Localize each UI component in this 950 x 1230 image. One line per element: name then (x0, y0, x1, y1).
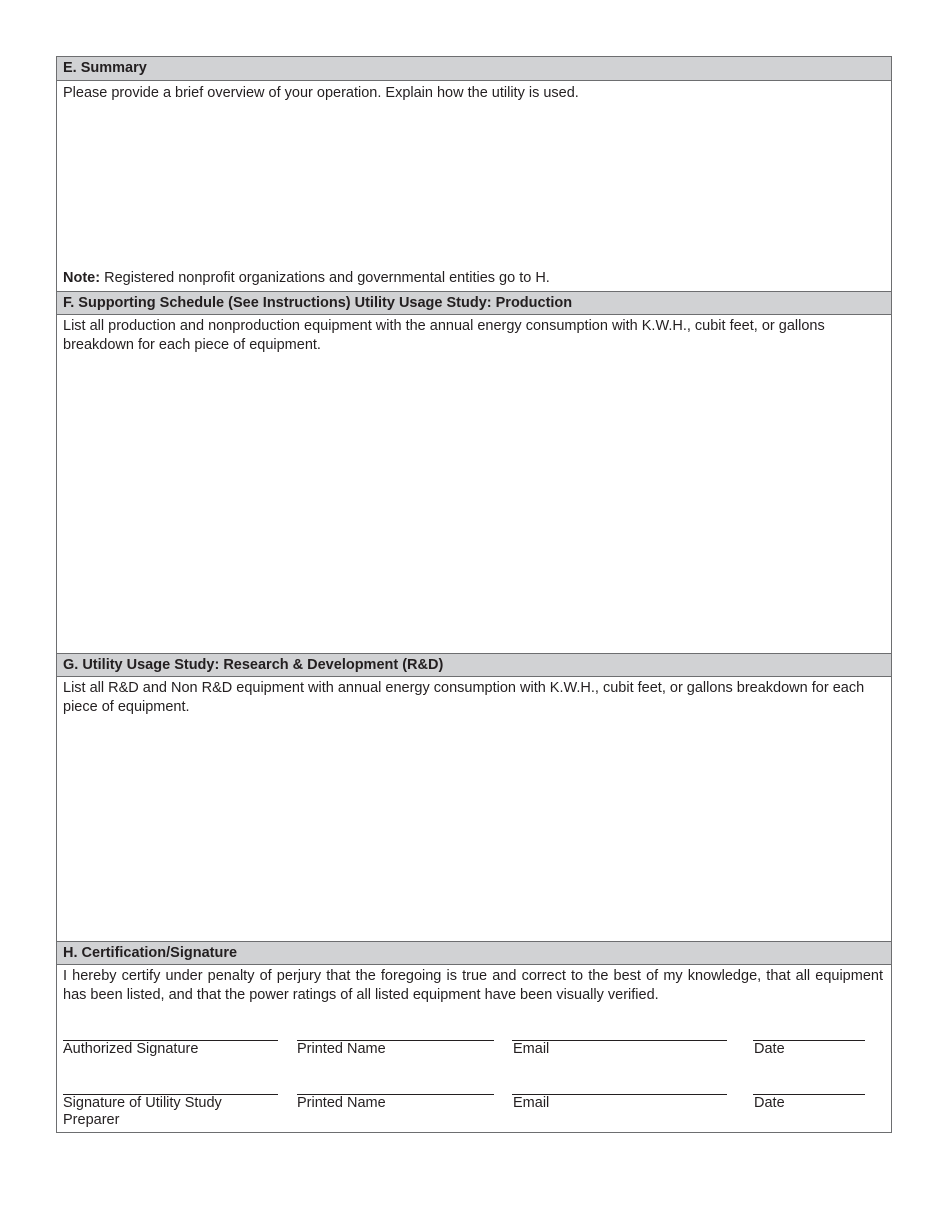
section-g-header: G. Utility Usage Study: Research & Development (R&D) (57, 653, 891, 677)
section-e-prompt: Please provide a brief overview of your operation. Explain how the utility is used. (63, 85, 579, 101)
email-label-2: Email (513, 1095, 550, 1111)
section-e-note (63, 269, 883, 288)
section-e-header: E. Summary (57, 57, 891, 81)
section-f-prompt: List all production and nonproduction equipment with the annual energy consumption with K.W.H., cubit feet, or gallons breakdown for each piece of equipment. (63, 318, 825, 353)
section-g-prompt: List all R&D and Non R&D equipment with annual energy consumption with K.W.H., cubit feet, or gallons breakdown for each piece of equipment. (63, 680, 865, 715)
preparer-signature-label: Signature of Utility Study Preparer (63, 1095, 222, 1128)
section-e-answer-area[interactable] (63, 103, 883, 263)
date-label-1: Date (754, 1041, 785, 1057)
date-label-2: Date (754, 1095, 785, 1111)
note-label: Note: (63, 270, 101, 286)
section-f-answer-area[interactable] (63, 357, 883, 647)
printed-name-label-1: Printed Name (297, 1041, 386, 1057)
note-text: Registered nonprofit organizations and governmental entities go to H. (100, 270, 550, 286)
printed-name-label-2: Printed Name (297, 1095, 386, 1111)
section-h-statement: I hereby certify under penalty of perjury that the foregoing is true and correct to the best of my knowledge, that all equipment has been listed, and that the power ratings of all listed equipment have been visually verified. (63, 968, 883, 1003)
authorized-signature-label: Authorized Signature (63, 1041, 199, 1057)
email-label-1: Email (513, 1041, 550, 1057)
section-g-answer-area[interactable] (63, 719, 883, 934)
utility-study-form (56, 56, 892, 1133)
section-f-header: F. Supporting Schedule (See Instructions) Utility Usage Study: Production (57, 291, 891, 315)
section-h-header: H. Certification/Signature (57, 941, 891, 965)
